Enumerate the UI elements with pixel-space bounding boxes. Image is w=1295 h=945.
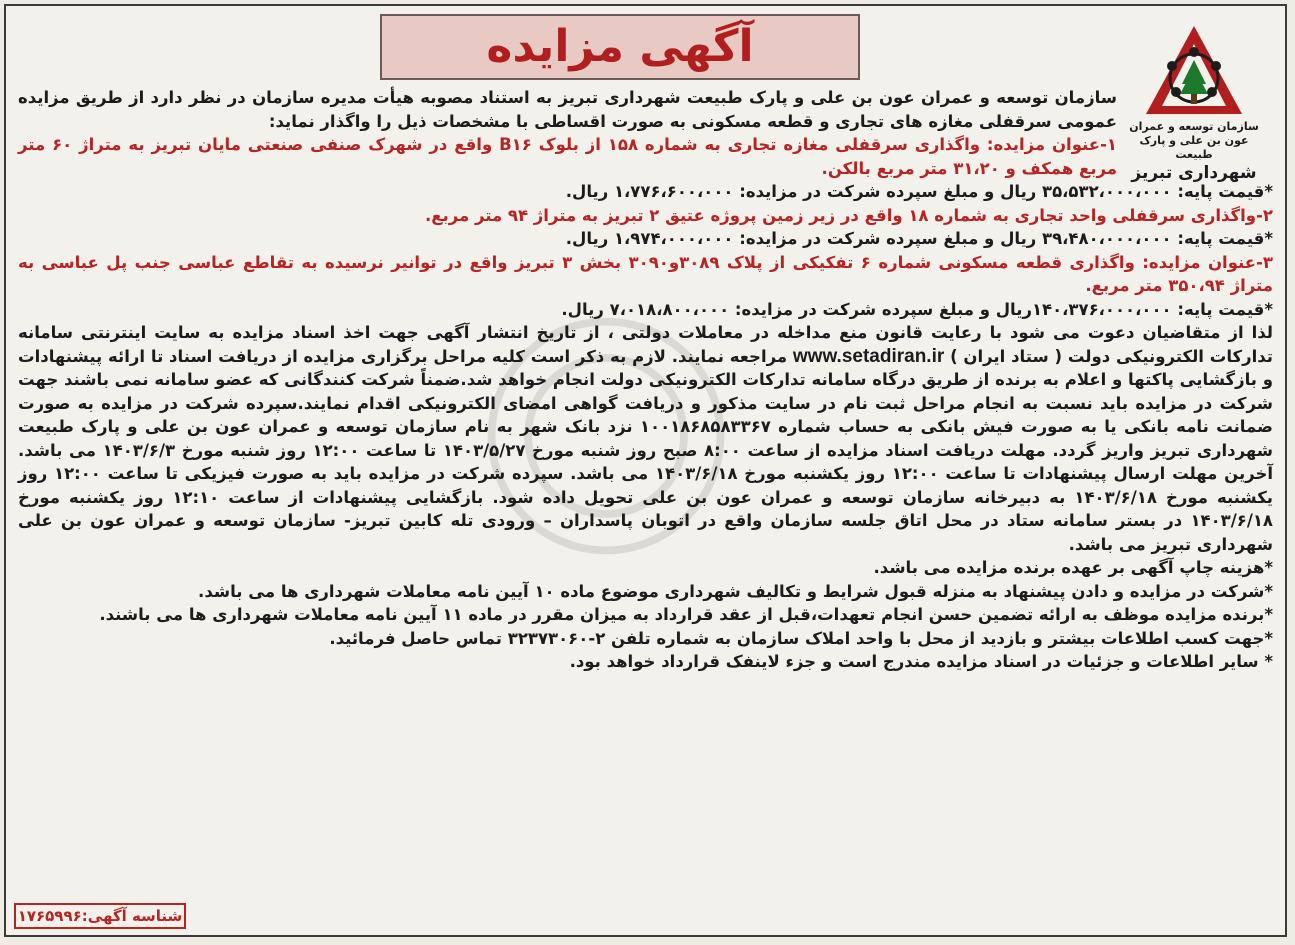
page-title: آگهی مزایده xyxy=(486,21,754,72)
note-2: *شرکت در مزایده و دادن پیشنهاد به منزله قبول شرایط و تکالیف شهرداری موضوع ماده ۱۰ آیین نامه معاملات شهرداری ها می باشد. xyxy=(198,581,1273,601)
item-2-price: *قیمت پایه: ۳۹،۴۸۰،۰۰۰،۰۰۰ ریال و مبلغ سپرده شرکت در مزایده: ۱،۹۷۴،۰۰۰،۰۰۰ ریال. xyxy=(565,229,1273,248)
item-3-title: ۳-عنوان مزایده: واگذاری قطعه مسکونی شماره ۶ تفکیکی از پلاک ۳۰۸۹و۳۰۹۰ بخش ۳ تبریز واقع در توانیر نرسیده به تقاطع عباسی جنب پل عباسی به متراژ ۳۵۰،۹۴ متر مربع. xyxy=(18,252,1273,295)
logo-organization-name: سازمان توسعه و عمران عون بن علی و پارک طبیعت xyxy=(1129,120,1259,161)
municipality-logo xyxy=(1129,22,1259,182)
invitation-text-1: لذا از متقاضیان دعوت می شود با رعایت قانون منع مداخله در معاملات دولتی ، از تاریخ انتشار آگهی جهت اخذ اسناد مزایده به سایت اینترنتی سامانه تدارکات الکترونیکی دولت ( ستاد ایران ) xyxy=(18,323,1274,366)
item-1-title: ۱-عنوان مزایده: واگذاری سرقفلی مغازه تجاری به شماره ۱۵۸ از بلوک B۱۶ واقع در شهرک صنفی صنعتی مایان تبریز به متراژ ۶۰ متر مربع همکف و ۳۱،۲۰ متر مربع بالکن. xyxy=(18,135,1117,178)
notice-body xyxy=(18,86,1274,674)
intro-paragraph: سازمان توسعه و عمران عون بن علی و پارک طبیعت شهرداری تبریز به استناد مصوبه هیأت مدیره سازمان در نظر دارد از طریق مزایده عمومی سرقفلی مغازه های تجاری و قطعه مسکونی به صورت اقساطی با مشخصات ذیل را واگذار نماید: xyxy=(18,88,1117,131)
note-5: * سایر اطلاعات و جزئیات در اسناد مزایده مندرج است و جزء لاینفک قرارداد خواهد بود. xyxy=(569,652,1273,671)
invitation-paragraph xyxy=(18,321,1273,556)
invitation-text-2: مراجعه نمایند. لازم به ذکر است کلیه مراحل برگزاری مزایده از دریافت اسناد تا ارائه پیشنهادات و بازگشایی پاکتها و اعلام به برنده از طریق درگاه سامانه تدارکات الکترونیکی دولت انجام خواهد شد.ضمناً شرکت کنندگانی که عضو سامانه نمی باشند جهت شرکت در مزایده باید نسبت به انجام مراحل ثبت نام در سایت مذکور و دریافت گواهی امضای الکترونیکی اقدام نمایند.سپرده شرکت در مزایده به صورت ضمانت نامه بانکی یا به صورت فیش بانکی به حساب شماره ۱۰۰۱۸۶۸۵۸۳۳۶۷ نزد بانک شهر به نام سازمان توسعه و عمران عون بن علی و پارک طبیعت شهرداری تبریز واریز گردد. مهلت دریافت اسناد مزایده از ساعت ۸:۰۰ صبح روز شنبه مورخ ۱۴۰۳/۵/۲۷ تا ساعت ۱۲:۰۰ روز شنبه مورخ ۱۴۰۳/۶/۳ می باشد. آخرین مهلت ارسال پیشنهادات تا ساعت ۱۲:۰۰ روز یکشنبه مورخ ۱۴۰۳/۶/۱۸ می باشد. سپرده شرکت در مزایده باید به صورت فیزیکی تا ساعت ۱۲:۰۰ روز یکشنبه مورخ ۱۴۰۳/۶/۱۸ به دبیرخانه سازمان توسعه و عمران عون بن علی تحویل داده شود. بازگشایی پیشنهادات از ساعت ۱۲:۱۰ روز یکشنبه مورخ ۱۴۰۳/۶/۱۸ در بستر سامانه ستاد در محل اتاق جلسه سازمان واقع در اتوبان پاسداران – ورودی تله کابین تبریز- سازمان توسعه و عمران عون بن علی شهرداری تبریز می باشد. xyxy=(18,346,1274,554)
ad-id-badge xyxy=(14,903,186,929)
website-link[interactable]: www.setadiran.ir xyxy=(792,345,945,367)
ad-id-text: شناسه آگهی:۱۷۶۵۹۹۶ xyxy=(17,907,183,925)
logo-city-name: شهرداری تبریز xyxy=(1131,163,1257,183)
item-3-price: *قیمت پایه: ۱۴۰،۳۷۶،۰۰۰،۰۰۰ریال و مبلغ سپرده شرکت در مزایده: ۷،۰۱۸،۸۰۰،۰۰۰ ریال. xyxy=(561,299,1273,319)
note-1: *هزینه چاپ آگهی بر عهده برنده مزایده می باشد. xyxy=(873,558,1273,577)
tree-emblem-icon xyxy=(1142,22,1246,118)
note-4: *جهت کسب اطلاعات بیشتر و بازدید از محل با واحد املاک سازمان به شماره تلفن ۲-۳۲۳۷۳۰۶۰ تماس حاصل فرمائید. xyxy=(329,628,1273,648)
item-1-price: *قیمت پایه: ۳۵،۵۳۲،۰۰۰،۰۰۰ ریال و مبلغ سپرده شرکت در مزایده: ۱،۷۷۶،۶۰۰،۰۰۰ ریال. xyxy=(565,182,1273,201)
title-banner xyxy=(380,14,860,80)
item-2-title: ۲-واگذاری سرقفلی واحد تجاری به شماره ۱۸ واقع در زیر زمین پروژه عتیق ۲ تبریز به متراژ ۹۴ متر مربع. xyxy=(424,205,1273,225)
note-3: *برنده مزایده موظف به ارائه تضمین حسن انجام تعهدات،قبل از عقد قرارداد به میزان مقرر در ماده ۱۱ آیین نامه معاملات شهرداری ها می باشند. xyxy=(99,605,1273,624)
auction-notice xyxy=(4,4,1287,937)
